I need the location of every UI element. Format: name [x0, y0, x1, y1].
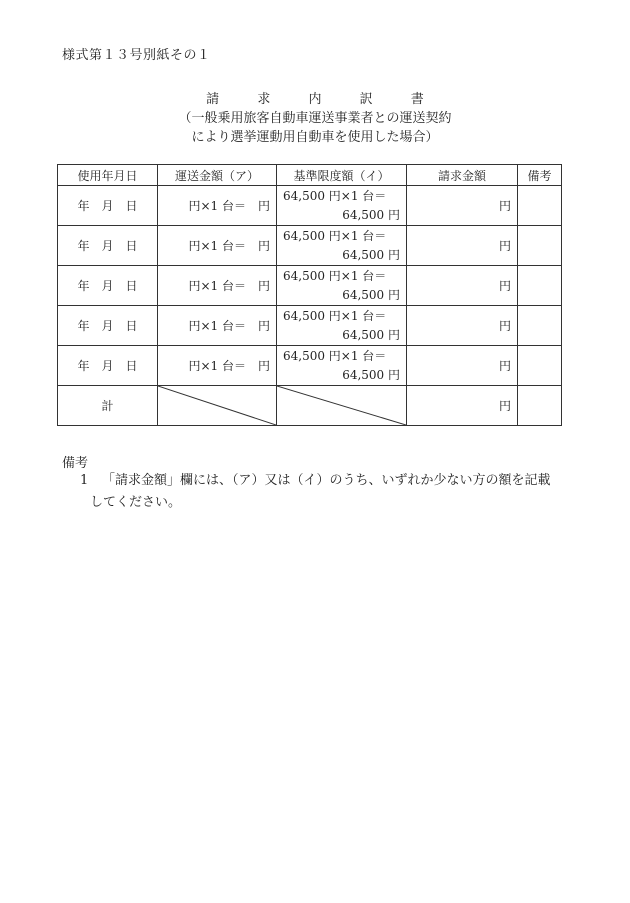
- subtitle-line-2: により選挙運動用自動車を使用した場合）: [191, 130, 439, 145]
- claim-amount-cell[interactable]: 円: [407, 186, 518, 226]
- limit-amount-cell: [277, 266, 407, 306]
- total-label: 計: [58, 386, 158, 426]
- document-title: [0, 88, 630, 107]
- table-row: [58, 306, 562, 346]
- limit-formula: 64,500 円×1 台＝: [283, 308, 387, 323]
- header-usage-date: 使用年月日: [58, 165, 158, 186]
- table-row: [58, 186, 562, 226]
- title-char: 内: [308, 92, 322, 107]
- fare-amount-cell[interactable]: 円×1 台＝ 円: [158, 186, 277, 226]
- total-claim-cell[interactable]: 円: [407, 386, 518, 426]
- note-text-line-2: してください。: [90, 495, 182, 510]
- limit-amount-cell: [277, 306, 407, 346]
- header-claim-amount: 請求金額: [407, 165, 518, 186]
- table-row: [58, 346, 562, 386]
- form-number: 様式第１３号別紙その１: [62, 48, 211, 63]
- fare-amount-cell[interactable]: 円×1 台＝ 円: [158, 226, 277, 266]
- claim-amount-cell[interactable]: 円: [407, 266, 518, 306]
- limit-amount-cell: [277, 226, 407, 266]
- note-item: [80, 470, 570, 514]
- limit-result: 64,500 円: [342, 247, 400, 262]
- title-char: 請: [206, 92, 220, 107]
- usage-date-cell[interactable]: 年 月 日: [58, 346, 158, 386]
- fare-amount-cell[interactable]: 円×1 台＝ 円: [158, 306, 277, 346]
- limit-formula: 64,500 円×1 台＝: [283, 228, 387, 243]
- remarks-cell[interactable]: [518, 186, 562, 226]
- header-limit-amount: 基準限度額（イ）: [277, 165, 407, 186]
- total-fare-crossed-cell: [158, 386, 277, 426]
- table-row: [58, 266, 562, 306]
- limit-result: 64,500 円: [342, 207, 400, 222]
- fare-amount-cell[interactable]: 円×1 台＝ 円: [158, 266, 277, 306]
- usage-date-cell[interactable]: 年 月 日: [58, 186, 158, 226]
- total-remarks-cell[interactable]: [518, 386, 562, 426]
- total-limit-crossed-cell: [277, 386, 407, 426]
- limit-amount-cell: [277, 346, 407, 386]
- limit-formula: 64,500 円×1 台＝: [283, 268, 387, 283]
- usage-date-cell[interactable]: 年 月 日: [58, 226, 158, 266]
- limit-amount-cell: [277, 186, 407, 226]
- table-header-row: [58, 165, 562, 186]
- usage-date-cell[interactable]: 年 月 日: [58, 266, 158, 306]
- notes-heading: 備考: [62, 456, 89, 471]
- title-char: 求: [257, 92, 271, 107]
- header-fare-amount: 運送金額（ア）: [158, 165, 277, 186]
- note-text-line-1: 「請求金額」欄には、（ア）又は（イ）のうち、いずれか少ない方の額を記載: [102, 473, 551, 488]
- remarks-cell[interactable]: [518, 346, 562, 386]
- limit-formula: 64,500 円×1 台＝: [283, 188, 387, 203]
- fare-amount-cell[interactable]: 円×1 台＝ 円: [158, 346, 277, 386]
- claim-amount-cell[interactable]: 円: [407, 226, 518, 266]
- note-number: 1: [80, 473, 89, 488]
- usage-date-cell[interactable]: 年 月 日: [58, 306, 158, 346]
- diagonal-strike: [158, 386, 276, 425]
- title-char: 書: [410, 92, 424, 107]
- header-remarks: 備考: [518, 165, 562, 186]
- limit-result: 64,500 円: [342, 287, 400, 302]
- limit-result: 64,500 円: [342, 367, 400, 382]
- claim-amount-cell[interactable]: 円: [407, 346, 518, 386]
- title-char: 訳: [359, 92, 373, 107]
- diagonal-strike: [277, 386, 406, 425]
- remarks-cell[interactable]: [518, 266, 562, 306]
- remarks-cell[interactable]: [518, 226, 562, 266]
- total-row: [58, 386, 562, 426]
- limit-result: 64,500 円: [342, 327, 400, 342]
- claim-amount-cell[interactable]: 円: [407, 306, 518, 346]
- subtitle-line-1: （一般乗用旅客自動車運送事業者との運送契約: [178, 111, 452, 126]
- remarks-cell[interactable]: [518, 306, 562, 346]
- limit-formula: 64,500 円×1 台＝: [283, 348, 387, 363]
- claim-breakdown-table: [57, 164, 562, 426]
- table-row: [58, 226, 562, 266]
